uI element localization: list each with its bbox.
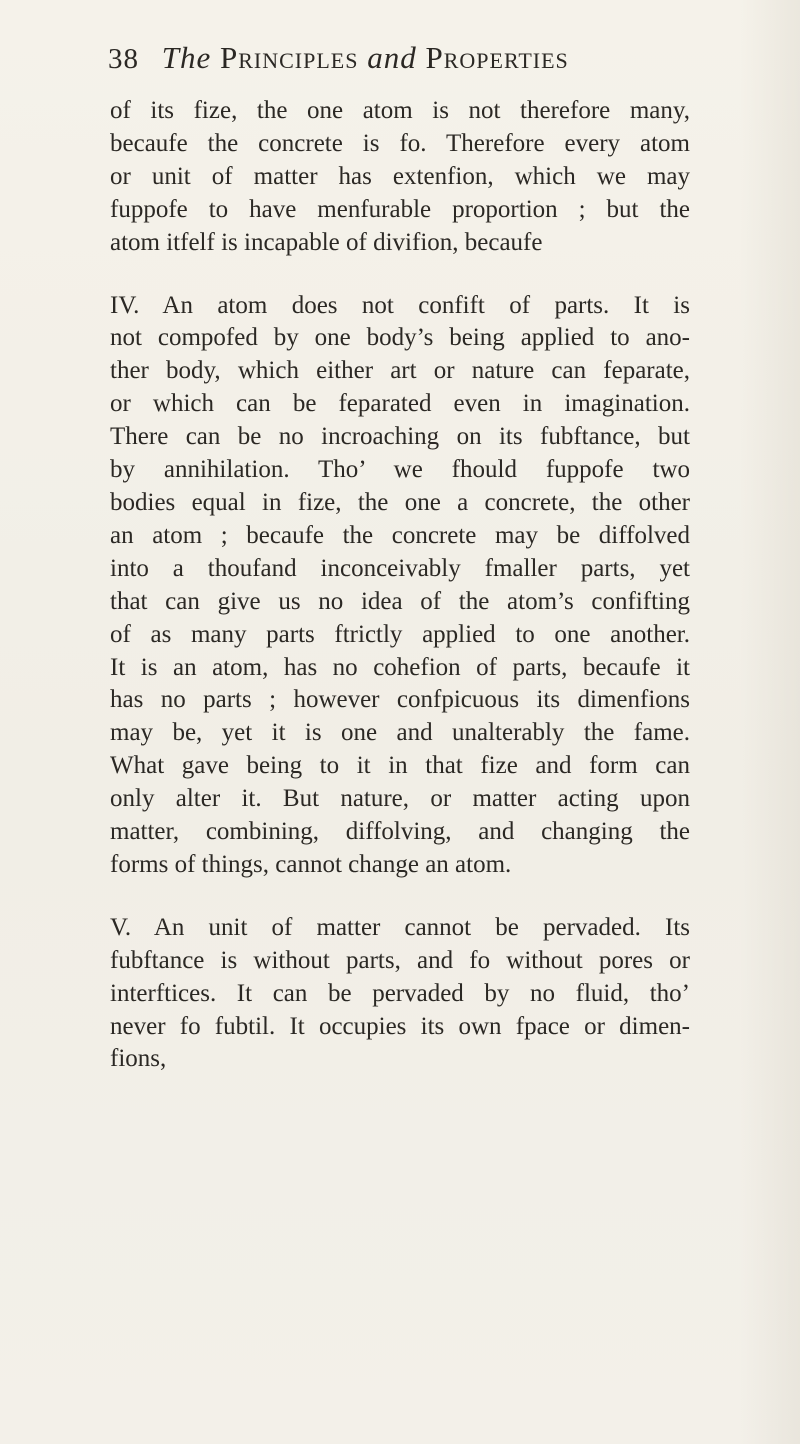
- text-line: V. An unit of matter cannot be pervaded. Its: [110, 913, 690, 941]
- text-line: of as many parts ftrictly applied to one another.: [110, 620, 690, 648]
- page-edge-shadow: [740, 0, 800, 1444]
- text-line: may be, yet it is one and unalterably the fame.: [110, 719, 690, 747]
- header-word-principles: Principles: [220, 40, 359, 75]
- header-word-the: The: [161, 40, 212, 75]
- header-word-properties: Properties: [425, 40, 569, 75]
- text-line: There can be no incroaching on its fubftance, but: [110, 423, 690, 451]
- text-line: atom itfelf is incapable of divifion, becaufe: [110, 228, 543, 256]
- text-line: not compofed by one body’s being applied to ano-: [110, 324, 690, 352]
- text-line: becaufe the concrete is fo. Therefore every atom: [110, 129, 690, 157]
- header-word-and: and: [367, 40, 417, 75]
- text-line: IV. An atom does not confift of parts. It is: [110, 291, 690, 319]
- text-line: What gave being to it in that fize and form can: [110, 752, 690, 780]
- text-line: never fo fubtil. It occupies its own fpace or dimen-: [110, 1012, 690, 1040]
- paragraph-v: [110, 912, 690, 1077]
- paragraph-iv: [110, 290, 690, 882]
- text-line: fubftance is without parts, and fo without pores or: [110, 946, 690, 974]
- paragraph-gap: [110, 260, 690, 290]
- text-line: matter, combining, diffolving, and changing the: [110, 818, 690, 846]
- paragraph-gap: [110, 882, 690, 912]
- text-line: It is an atom, has no cohefion of parts, becaufe it: [110, 653, 690, 681]
- body-text: [110, 95, 690, 1076]
- text-line: has no parts ; however confpicuous its dimenfions: [110, 686, 690, 714]
- text-line: only alter it. But nature, or matter acting upon: [110, 785, 690, 813]
- text-line: or which can be feparated even in imagination.: [110, 390, 690, 418]
- text-line: fions,: [110, 1045, 167, 1073]
- text-line: that can give us no idea of the atom’s confifting: [110, 587, 690, 615]
- text-line: an atom ; becaufe the concrete may be diffolved: [110, 521, 690, 549]
- text-line: bodies equal in fize, the one a concrete, the other: [110, 488, 690, 516]
- text-line: of its fize, the one atom is not therefore many,: [110, 97, 690, 124]
- page-number: 38: [108, 43, 139, 75]
- paragraph-continuation: [110, 95, 690, 260]
- text-line: or unit of matter has extenfion, which we may: [110, 162, 690, 190]
- text-line: into a thoufand inconceivably fmaller parts, yet: [110, 554, 690, 582]
- text-line: interftices. It can be pervaded by no fluid, tho’: [110, 979, 690, 1007]
- text-line: forms of things, cannot change an atom.: [110, 850, 512, 878]
- text-line: fuppofe to have menfurable proportion ; but the: [110, 195, 690, 223]
- text-line: ther body, which either art or nature can feparate,: [110, 357, 690, 385]
- text-line: by annihilation. Tho’ we fhould fuppofe two: [110, 456, 690, 484]
- running-header: [108, 40, 569, 76]
